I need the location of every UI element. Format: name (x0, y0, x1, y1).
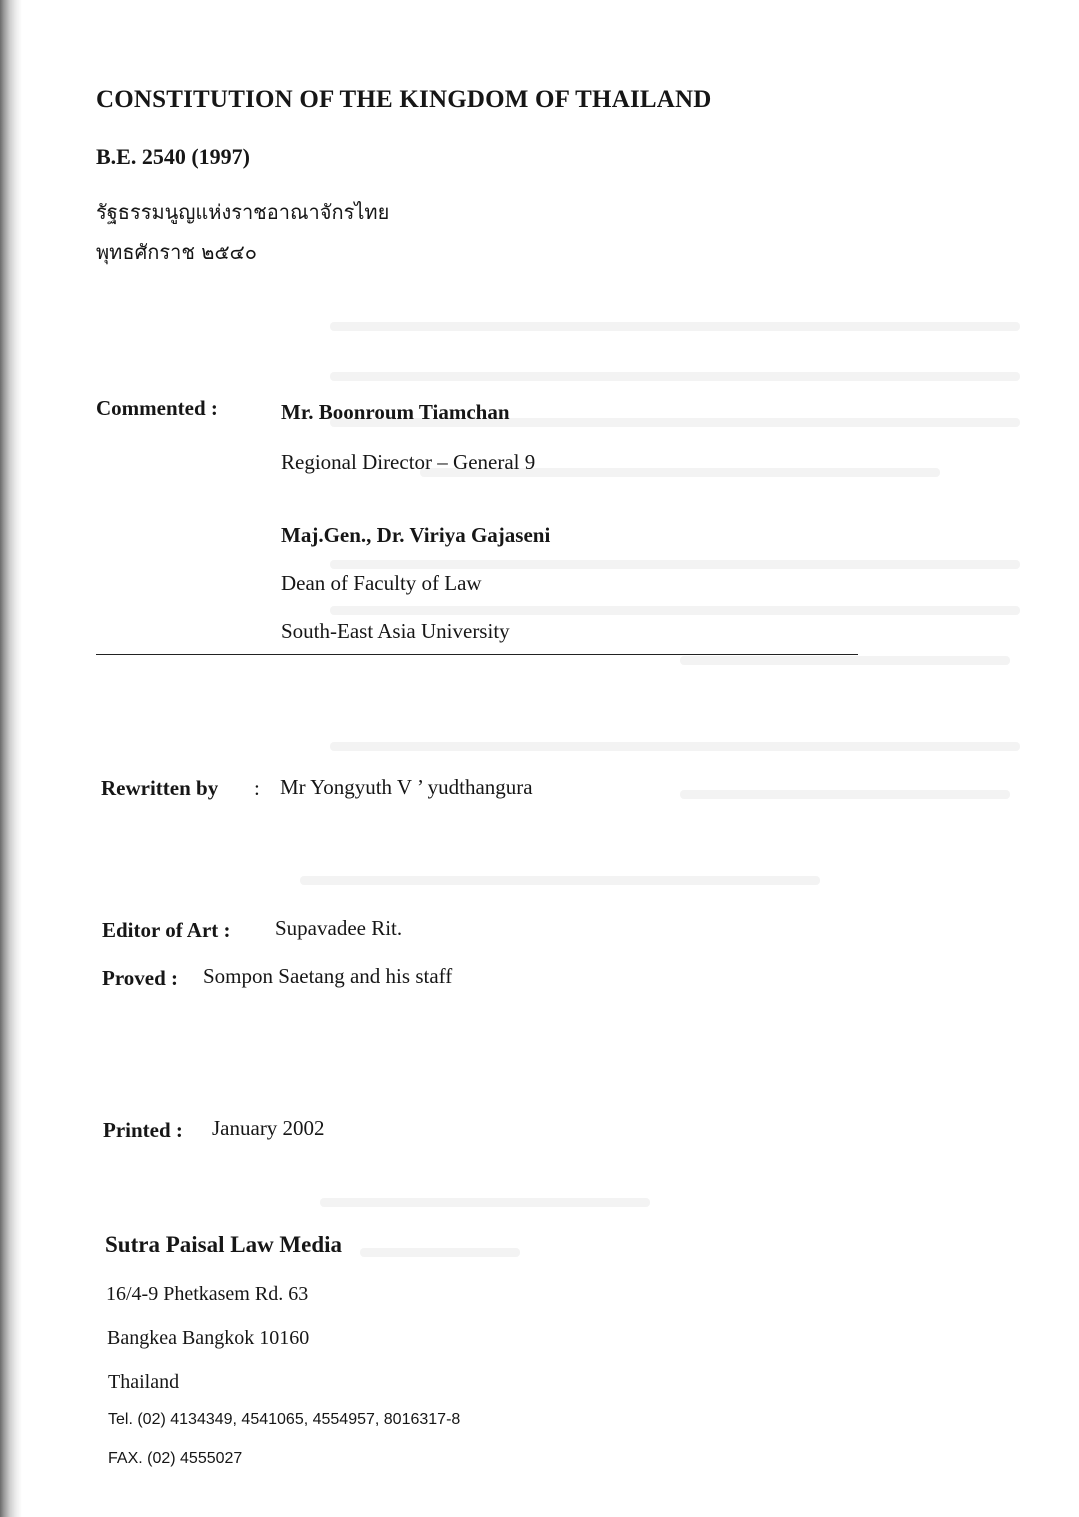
proved-value: Sompon Saetang and his staff (203, 964, 453, 988)
printed-value: January 2002 (212, 1116, 325, 1140)
thai-year: พุทธศักราช ๒๕๔๐ (96, 240, 257, 264)
commenter-1-title: Regional Director – General 9 (281, 450, 536, 474)
proved-label: Proved : (102, 966, 179, 990)
editor-label: Editor of Art : (102, 918, 231, 942)
publisher-name: Sutra Paisal Law Media (105, 1232, 343, 1257)
printed-label: Printed : (103, 1118, 183, 1142)
commenter-1-name: Mr. Boonroum Tiamchan (281, 400, 510, 424)
thai-title: รัฐธรรมนูญแห่งราชอาณาจักรไทย (96, 200, 390, 224)
rewritten-label: Rewritten by (101, 776, 219, 800)
document-year: B.E. 2540 (1997) (96, 144, 250, 169)
rewritten-separator: : (254, 776, 260, 800)
commenter-2-title: Dean of Faculty of Law (281, 571, 482, 595)
commented-label: Commented : (96, 396, 218, 420)
rewritten-value: Mr Yongyuth V ’ yudthangura (280, 775, 533, 799)
publisher-country: Thailand (108, 1371, 180, 1393)
publisher-address-2: Bangkea Bangkok 10160 (107, 1327, 310, 1349)
commenter-2-name: Maj.Gen., Dr. Viriya Gajaseni (281, 523, 551, 547)
publisher-address-1: 16/4-9 Phetkasem Rd. 63 (106, 1283, 309, 1305)
publisher-tel: Tel. (02) 4134349, 4541065, 4554957, 8016317-8 (108, 1411, 461, 1428)
document-title: CONSTITUTION OF THE KINGDOM OF THAILAND (96, 86, 712, 113)
commenter-2-org: South-East Asia University (281, 619, 510, 643)
section-divider (96, 654, 858, 655)
editor-value: Supavadee Rit. (275, 916, 403, 940)
publisher-fax: FAX. (02) 4555027 (108, 1450, 243, 1467)
book-spine-shadow (0, 0, 22, 1517)
